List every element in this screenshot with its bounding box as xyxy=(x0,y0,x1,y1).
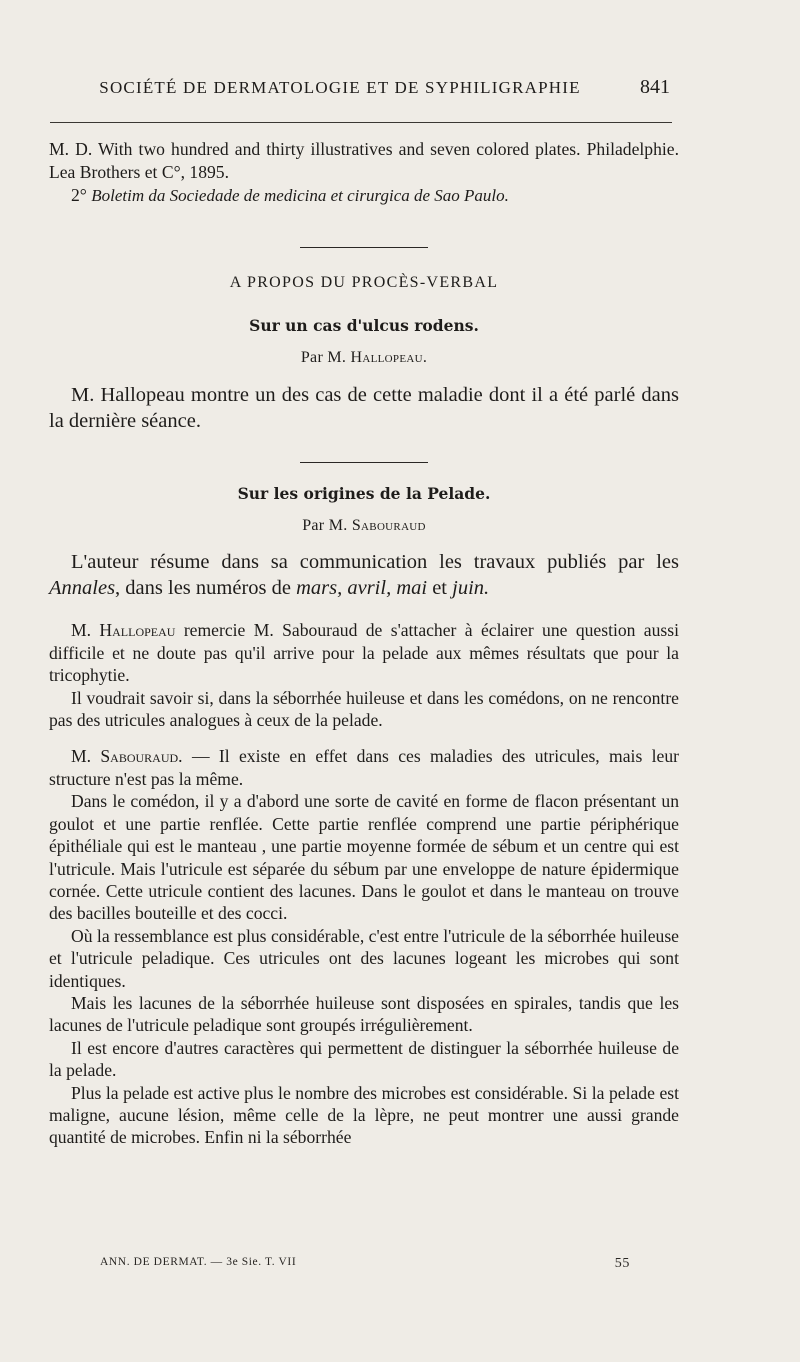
article-2-byline xyxy=(49,515,679,537)
summary-annales: Annales xyxy=(49,577,116,600)
summary-juin: juin. xyxy=(452,577,490,600)
article-2-summary xyxy=(49,549,679,601)
paragraph-spirales: Mais les lacunes de la séborrhée huileuse sont disposées en spirales, tandis que les lacunes de l'utricule peladique sont groupés irrégulièrement. xyxy=(49,992,679,1036)
summary-months: mars, avril, mai xyxy=(296,577,428,600)
paragraph-resemblance: Où la ressemblance est plus considérable, c'est entre l'utricule de la séborrhée huileuse et l'utricule peladique. Ces utricules ont des lacunes logeant les microbes qui sont identiques. xyxy=(49,925,679,991)
reference-2 xyxy=(49,184,679,207)
reference-2-number: 2° xyxy=(71,185,87,205)
header-rule xyxy=(50,122,672,123)
speaker-hallopeau: M. Hallopeau xyxy=(71,620,176,641)
paragraph-microbes: Plus la pelade est active plus le nombre des microbes est considérable. Si la pelade est maligne, aucune lésion, même celle de la lèpre, ne peut montrer une aussi grande quantité de microbes. Enfin ni la séborrhée xyxy=(49,1082,679,1148)
speaker-sabouraud: M. Sabouraud. xyxy=(71,746,183,767)
article-1-subject: Sur un cas d'ulcus rodens. xyxy=(249,315,479,335)
article-2-author: Sabouraud xyxy=(351,517,426,535)
article-2-by-prefix: Par M. xyxy=(302,517,348,535)
paragraph-sabouraud-answer xyxy=(49,745,679,790)
paragraph-comedon: Dans le comédon, il y a d'abord une sorte de cavité en forme de flacon présentant un goulot et une partie renflée. Cette partie renflée comprend une partie périphérique épithéliale qui est le manteau , une partie moyenne formée de sébum et un centre qui est l'utricule. Mais l'utricule est séparée du sébum par une enveloppe de nature épidermique cornée. Cette utricule contient des lacunes. Dans le goulot et dans le manteau on trouve des bacilles bouteille et des cocci. xyxy=(49,791,679,924)
summary-text-c: et xyxy=(427,577,453,600)
footer-signature: ANN. DE DERMAT. — 3e Sie. T. VII xyxy=(100,1256,297,1268)
page-footer xyxy=(100,1256,630,1272)
paragraph-text: — Il existe en effet dans ces maladies des utricules, mais leur structure n'est pas la même. xyxy=(49,746,679,789)
article-1-byline xyxy=(49,347,679,369)
section-divider xyxy=(300,247,428,248)
reference-2-title: Boletim da Sociedade de medicina et cirurgica de Sao Paulo. xyxy=(91,186,509,205)
summary-text-b: , dans les numéros de xyxy=(115,577,297,600)
article-1-author: Hallopeau. xyxy=(350,349,428,367)
paragraph-hallopeau-reply xyxy=(49,619,679,686)
running-header xyxy=(50,76,670,99)
section-title: A PROPOS DU PROCÈS-VERBAL xyxy=(229,274,499,292)
article-divider xyxy=(300,462,428,463)
article-1-by-prefix: Par M. xyxy=(300,349,347,367)
paragraph-question: Il voudrait savoir si, dans la séborrhée huileuse et dans les comédons, on ne rencontre pas des utricules analogues à ceux de la pelade. xyxy=(49,687,679,731)
article-2-subject: Sur les origines de la Pelade. xyxy=(237,483,491,503)
page-number: 841 xyxy=(640,76,670,98)
article-1-text: M. Hallopeau montre un des cas de cette maladie dont il a été parlé dans la dernière séance. xyxy=(49,383,679,432)
paragraph-distinguer: Il est encore d'autres caractères qui permettent de distinguer la séborrhée huileuse de la pelade. xyxy=(49,1037,679,1081)
running-title: SOCIÉTÉ DE DERMATOLOGIE ET DE SYPHILIGRAPHIE xyxy=(99,78,581,97)
page-body xyxy=(49,138,679,1149)
paragraph-text: remercie M. Sabouraud de s'attacher à éclairer une question aussi difficile et ne doute pas qu'il arrive pour la pelade aux mêmes résultats que pour la tricophytie. xyxy=(49,620,679,686)
summary-text-a: L'auteur résume dans sa communication les travaux publiés par les xyxy=(71,551,679,574)
reference-1: M. D. With two hundred and thirty illustratives and seven colored plates. Philadelphie. Lea Brothers et C°, 1895. xyxy=(49,139,679,182)
footer-sheet-number: 55 xyxy=(614,1256,630,1271)
